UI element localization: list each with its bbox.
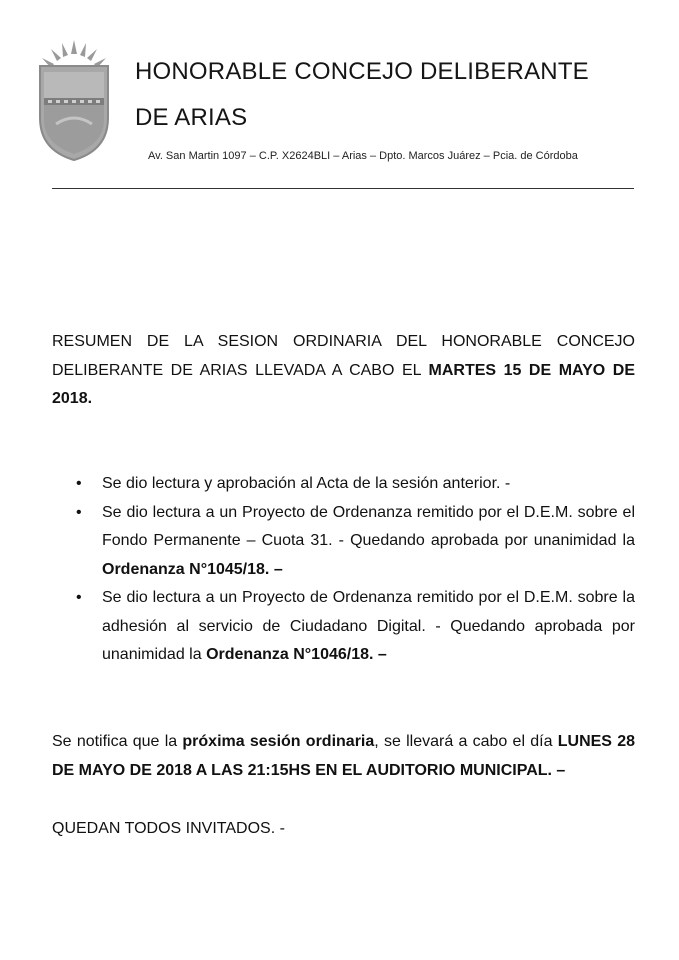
next-session-notice (52, 728, 635, 785)
session-items-list (52, 470, 635, 670)
notice-bold-session: próxima sesión ordinaria (182, 733, 375, 750)
item-ordinance: Ordenanza N°1045/18. – (102, 560, 283, 578)
summary-date: MARTES 15 DE MAYO DE 2018. (52, 361, 636, 407)
session-summary-heading (52, 328, 635, 414)
closing-invitation: QUEDAN TODOS INVITADOS. - (52, 820, 285, 837)
council-address: Av. San Martin 1097 – C.P. X2624BLI – Arias – Dpto. Marcos Juárez – Pcia. de Córdoba (148, 150, 578, 162)
notice-bold-date: LUNES 28 DE MAYO DE 2018 A LAS 21:15HS EN EL AUDITORIO MUNICIPAL. – (52, 733, 635, 779)
item-ordinance: Ordenanza N°1046/18. – (206, 646, 387, 663)
municipal-crest-icon (36, 40, 112, 162)
council-title-line2: DE ARIAS (135, 104, 248, 131)
header-divider (52, 188, 634, 189)
list-item (52, 584, 635, 670)
notice-prefix: Se notifica que la (52, 733, 183, 750)
list-item (52, 499, 635, 585)
item-text: Se dio lectura a un Proyecto de Ordenanza remitido por el D.E.M. sobre la adhesión al servicio de Ciudadano Digital. - Quedando aprobada por unanimidad la (102, 589, 635, 663)
item-text: Se dio lectura y aprobación al Acta de la sesión anterior. - (102, 475, 511, 492)
notice-middle: , se llevará a cabo el día (374, 733, 558, 750)
summary-text: RESUMEN DE LA SESION ORDINARIA DEL HONORABLE CONCEJO DELIBERANTE DE ARIAS LLEVADA A CABO EL (52, 333, 635, 379)
council-title-line1: HONORABLE CONCEJO DELIBERANTE (135, 58, 589, 85)
list-item (52, 470, 635, 499)
item-text: Se dio lectura a un Proyecto de Ordenanza remitido por el D.E.M. sobre el Fondo Permanente – Cuota 31. - Quedando aprobada por unanimidad la (102, 503, 635, 549)
